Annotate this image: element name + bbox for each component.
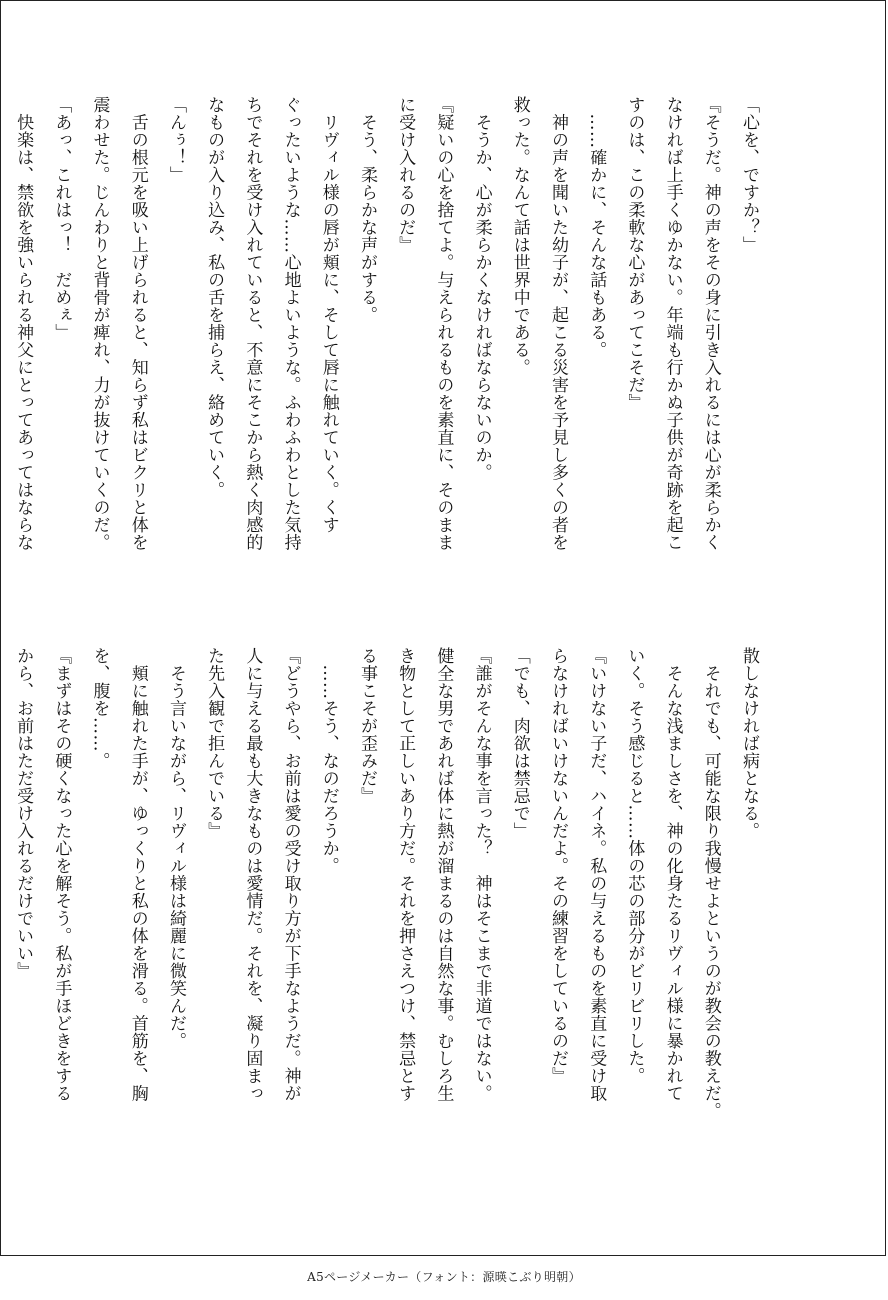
text-line: た先入観で拒んでいる』 xyxy=(204,647,225,840)
text-line: 「心を、ですか？」 xyxy=(739,96,759,254)
text-line: 頬に触れた手が、ゆっくりと私の体を滑る。首筋を、胸 xyxy=(127,647,148,1102)
text-line: 快楽は、禁欲を強いられる神父にとってあってはならな xyxy=(13,96,34,551)
text-line: すのは、この柔軟な心があってこそだ』 xyxy=(624,96,645,411)
text-line: 震わせた。じんわりと背骨が痺れ、力が抜けていくのだ。 xyxy=(89,96,110,551)
text-line: そうか、心が柔らかくなければならないのか。 xyxy=(471,96,492,481)
text-line: なものが入り込み、私の舌を捕らえ、絡めていく。 xyxy=(204,96,225,499)
text-line: 散しなければ病となる。 xyxy=(739,647,759,840)
text-line: ちでそれを受け入れていると、不意にそこから熱く肉感的 xyxy=(242,96,263,551)
footer-caption: A5ページメーカー（フォント：源暎こぶり明朝） xyxy=(307,1270,581,1284)
text-line: 『まずはその硬くなった心を解そう。私が手ほどきをする xyxy=(51,647,72,1102)
text-line: 『疑いの心を捨てよ。与えられるものを素直に、そのまま xyxy=(433,96,454,551)
text-line xyxy=(0,647,4,1167)
text-line: る事こそが歪みだ』 xyxy=(356,647,377,805)
text-line: 救った。なんて話は世界中である。 xyxy=(509,96,530,376)
text-line: ……確かに、そんな話もある。 xyxy=(586,96,607,359)
text-line: に受け入れるのだ』 xyxy=(395,96,416,254)
text-line: 『いけない子だ、ハイネ。私の与えるものを素直に受け取 xyxy=(586,647,607,1102)
text-line: らなければいけないんだよ。その練習をしているのだ』 xyxy=(547,647,568,1085)
text-line: リヴィル様の唇が頬に、そして唇に触れていく。くす xyxy=(318,96,339,534)
text-line: 「あっ、これはっ！ だめぇ」 xyxy=(51,96,72,341)
text-line: ぐったいような……心地よいような。ふわふわとした気持 xyxy=(280,96,301,551)
text-line: なければ上手くゆかない。年端も行かぬ子供が奇跡を起こ xyxy=(662,96,683,551)
text-line: 『どうやら、お前は愛の受け取り方が下手なようだ。神が xyxy=(280,647,301,1102)
text-line: ……そう、なのだろうか。 xyxy=(318,647,339,875)
text-line: いく。そう感じると……体の芯の部分がビリビリした。 xyxy=(624,647,645,1085)
text-line: 人に与える最も大きなものは愛情だ。それを、凝り固まっ xyxy=(242,647,263,1102)
text-line: を、腹を……。 xyxy=(89,647,110,770)
text-line: 「でも、肉欲は禁忌で」 xyxy=(509,647,530,840)
text-line: そう言いながら、リヴィル様は綺麗に微笑んだ。 xyxy=(165,647,186,1050)
text-line: 健全な男であれば体に熱が溜まるのは自然な事。むしろ生 xyxy=(433,647,454,1102)
text-line: それでも、可能な限り我慢せよというのが教会の教えだ。 xyxy=(700,647,721,1120)
lower-text-block xyxy=(13,647,768,1167)
text-line: から、お前はただ受け入れるだけでいい』 xyxy=(13,647,34,980)
text-line: そんな浅ましさを、神の化身たるリヴィル様に暴かれて xyxy=(662,647,683,1102)
text-line: そう、柔らかな声がする。 xyxy=(356,96,377,324)
upper-text-block xyxy=(13,96,768,626)
text-line: 舌の根元を吸い上げられると、知らず私はビクリと体を xyxy=(127,96,148,551)
text-line: 「んぅ！」 xyxy=(165,96,186,184)
text-line: 『誰がそんな事を言った？ 神はそこまで非道ではない。 xyxy=(471,647,492,1102)
text-line: 神の声を聞いた幼子が、起こる災害を予見し多くの者を xyxy=(547,96,568,551)
text-line: 『そうだ。神の声をその身に引き入れるには心が柔らかく xyxy=(700,96,721,551)
text-line: き物として正しいあり方だ。それを押さえつけ、禁忌とす xyxy=(395,647,416,1102)
